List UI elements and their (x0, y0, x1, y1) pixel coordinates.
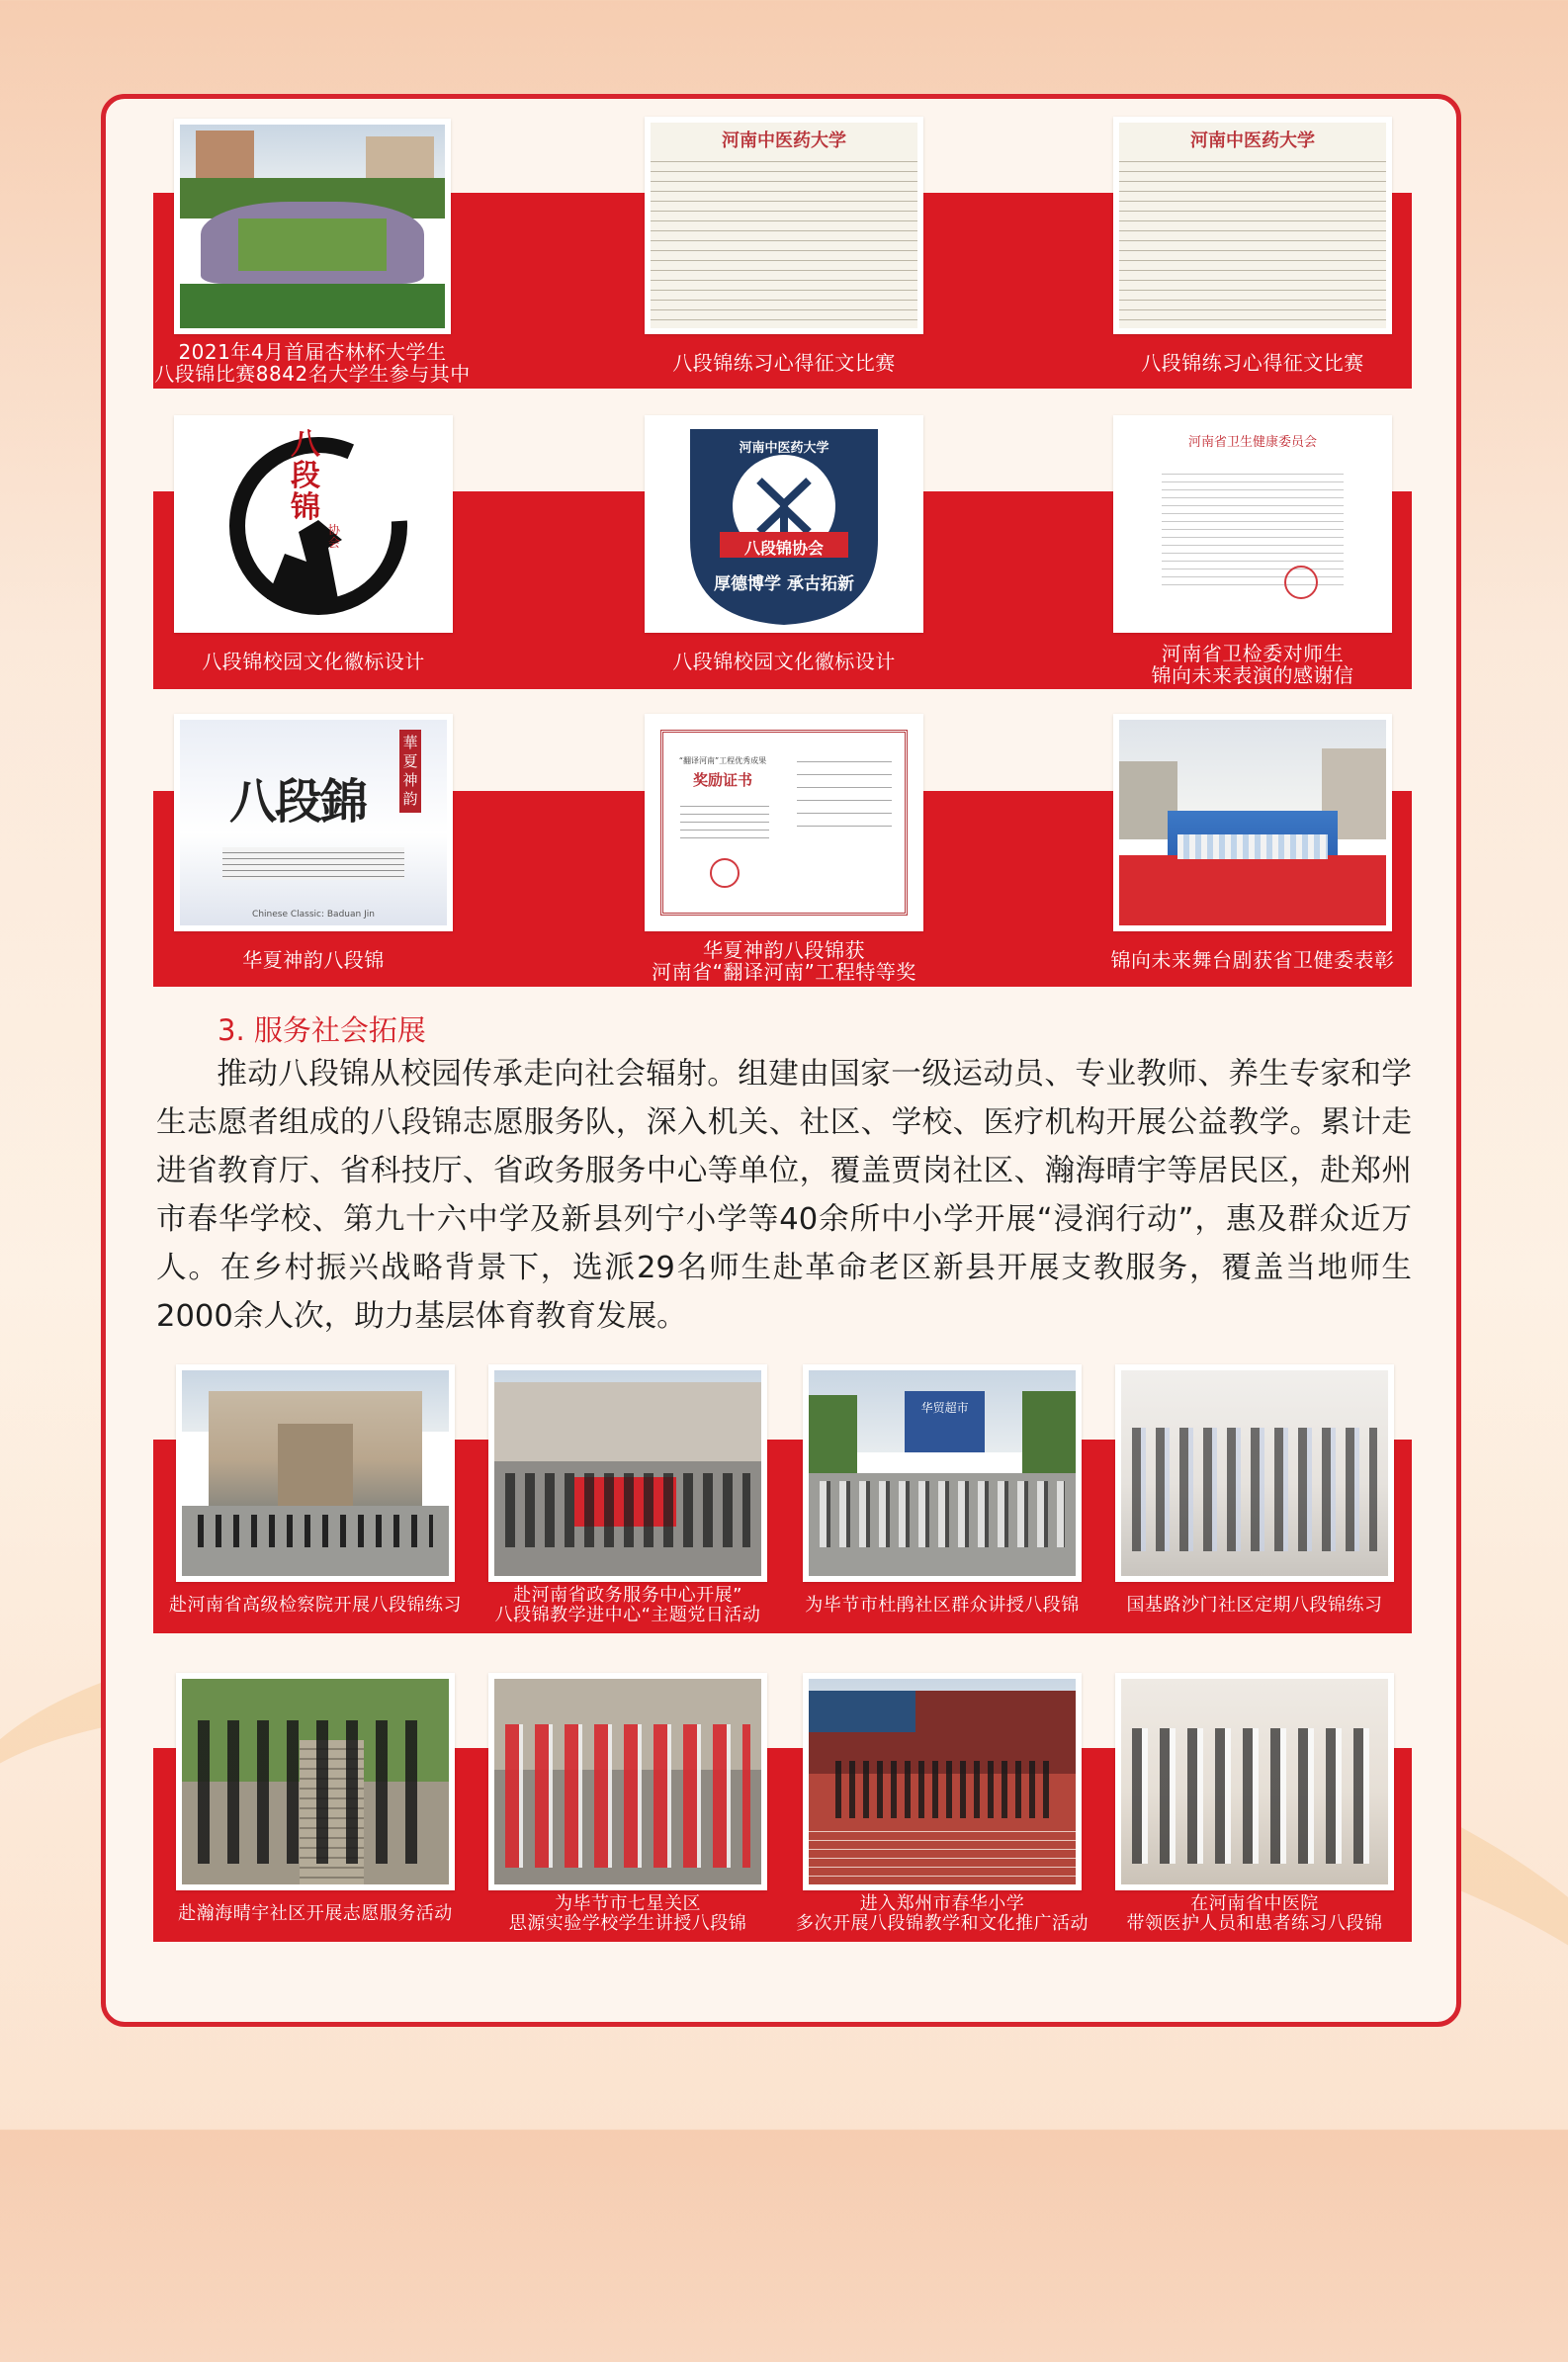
caption-essay-1: 八段锦练习心得征文比赛 (672, 351, 896, 375)
photo-card-shamen (1115, 1364, 1394, 1582)
campus-competition-photo (180, 125, 445, 328)
shield-logo (651, 421, 917, 627)
essay-document-1 (651, 123, 917, 328)
caption-logo-shield: 八段锦校园文化徽标设计 (672, 650, 896, 673)
chunhua-school-photo (809, 1679, 1076, 1884)
shield-arc-text: 河南中医药大学 (739, 441, 829, 456)
logo-card-ink (174, 415, 453, 633)
award-certificate (651, 720, 917, 925)
hospital-photo (1121, 1679, 1388, 1884)
certificate-card (645, 714, 923, 931)
caption-certificate: 华夏神韵八段锦获 河南省“翻译河南”工程特等奖 (652, 938, 916, 984)
photo-card-essay-1 (645, 117, 923, 334)
caption-dujuan: 为毕节市杜鹃社区群众讲授八段锦 (805, 1595, 1080, 1616)
caption-poster: 华夏神韵八段锦 (242, 948, 385, 972)
poster-card (174, 714, 453, 931)
shield-motto: 厚德博学 承古拓新 (714, 574, 854, 594)
caption-chunhua: 进入郑州市春华小学 多次开展八段锦教学和文化推广活动 (796, 1893, 1089, 1934)
thank-you-letter (1119, 421, 1386, 627)
service-center-photo (494, 1370, 761, 1576)
procuratorate-photo (182, 1370, 449, 1576)
poster-title: 八段錦 (229, 774, 367, 830)
caption-service-center: 赴河南省政务服务中心开展” 八段锦教学进中心“主题党日活动 (494, 1585, 761, 1625)
caption-hospital: 在河南省中医院 带领医护人员和患者练习八段锦 (1126, 1893, 1383, 1934)
section-title: 3. 服务社会拓展 (218, 1013, 426, 1047)
ink-logo-sub: 协会 (328, 523, 341, 550)
poster-footer: Chinese Classic: Baduan Jin (252, 910, 375, 919)
logo-card-shield (645, 415, 923, 633)
caption-letter: 河南省卫检委对师生 锦向未来表演的感谢信 (1151, 642, 1354, 687)
dujuan-community-photo (809, 1370, 1076, 1576)
photo-card-hospital (1115, 1673, 1394, 1890)
caption-essay-2: 八段锦练习心得征文比赛 (1141, 351, 1364, 375)
caption-procuratorate: 赴河南省高级检察院开展八段锦练习 (169, 1595, 462, 1616)
ink-logo-text: 八 段 锦 (291, 427, 320, 525)
certificate-subtitle: “翻译河南”工程优秀成果 (678, 756, 767, 765)
certificate-title: 奖励证书 (692, 771, 752, 789)
certificate-seal-icon (710, 858, 740, 888)
letter-seal-icon (1284, 566, 1318, 599)
caption-stage: 锦向未来舞台剧获省卫健委表彰 (1110, 948, 1395, 972)
essay-header-1: 河南中医药大学 (651, 127, 917, 152)
essay-header-2: 河南中医药大学 (1119, 127, 1386, 152)
hanhai-community-photo (182, 1679, 449, 1884)
caption-hanhai: 赴瀚海晴宇社区开展志愿服务活动 (178, 1903, 453, 1924)
photo-card-hanhai (176, 1673, 455, 1890)
photo-card-chunhua (803, 1673, 1082, 1890)
section-body: 推动八段锦从校园传承走向社会辐射。组建由国家一级运动员、专业教师、养生专家和学生志愿者组成的八段锦志愿服务队，深入机关、社区、学校、医疗机构开展公益教学。累计走进省教育厅、省科技厅、省政务服务中心等单位，覆盖贾岗社区、瀚海晴宇等居民区，赴郑州市春华学校、第九十六中学及新县列宁小学等40余所中小学开展“浸润行动”，惠及群众近万人。在乡村振兴战略背景下，选派29名师生赴革命老区新县开展支教服务，覆盖当地师生2000余人次，助力基层体育教育发展。 (156, 1057, 1412, 1334)
supermarket-sign: 华贸超市 (920, 1401, 969, 1416)
photo-card-essay-2 (1113, 117, 1392, 334)
photo-card-service-center (488, 1364, 767, 1582)
siyuan-school-photo (494, 1679, 761, 1884)
stage-performance-photo (1119, 720, 1386, 925)
essay-document-2 (1119, 123, 1386, 328)
poster-vertical-label: 華夏神韵 (399, 730, 421, 813)
stage-photo-card (1113, 714, 1392, 931)
letter-header: 河南省卫生健康委员会 (1187, 435, 1317, 450)
letter-card (1113, 415, 1392, 633)
ink-logo (180, 421, 447, 627)
caption-siyuan: 为毕节市七星关区 思源实验学校学生讲授八段锦 (508, 1893, 747, 1934)
caption-logo-ink: 八段锦校园文化徽标设计 (202, 650, 425, 673)
caption-campus-competition: 2021年4月首届杏林杯大学生 八段锦比赛8842名大学生参与其中 (154, 340, 471, 386)
shield-ribbon-text: 八段锦协会 (743, 539, 824, 558)
photo-card-procuratorate (176, 1364, 455, 1582)
photo-card-campus-competition (174, 119, 451, 334)
baduanjin-poster (180, 720, 447, 925)
shamen-community-photo (1121, 1370, 1388, 1576)
photo-card-siyuan (488, 1673, 767, 1890)
photo-card-dujuan (803, 1364, 1082, 1582)
caption-shamen: 国基路沙门社区定期八段锦练习 (1126, 1595, 1383, 1616)
